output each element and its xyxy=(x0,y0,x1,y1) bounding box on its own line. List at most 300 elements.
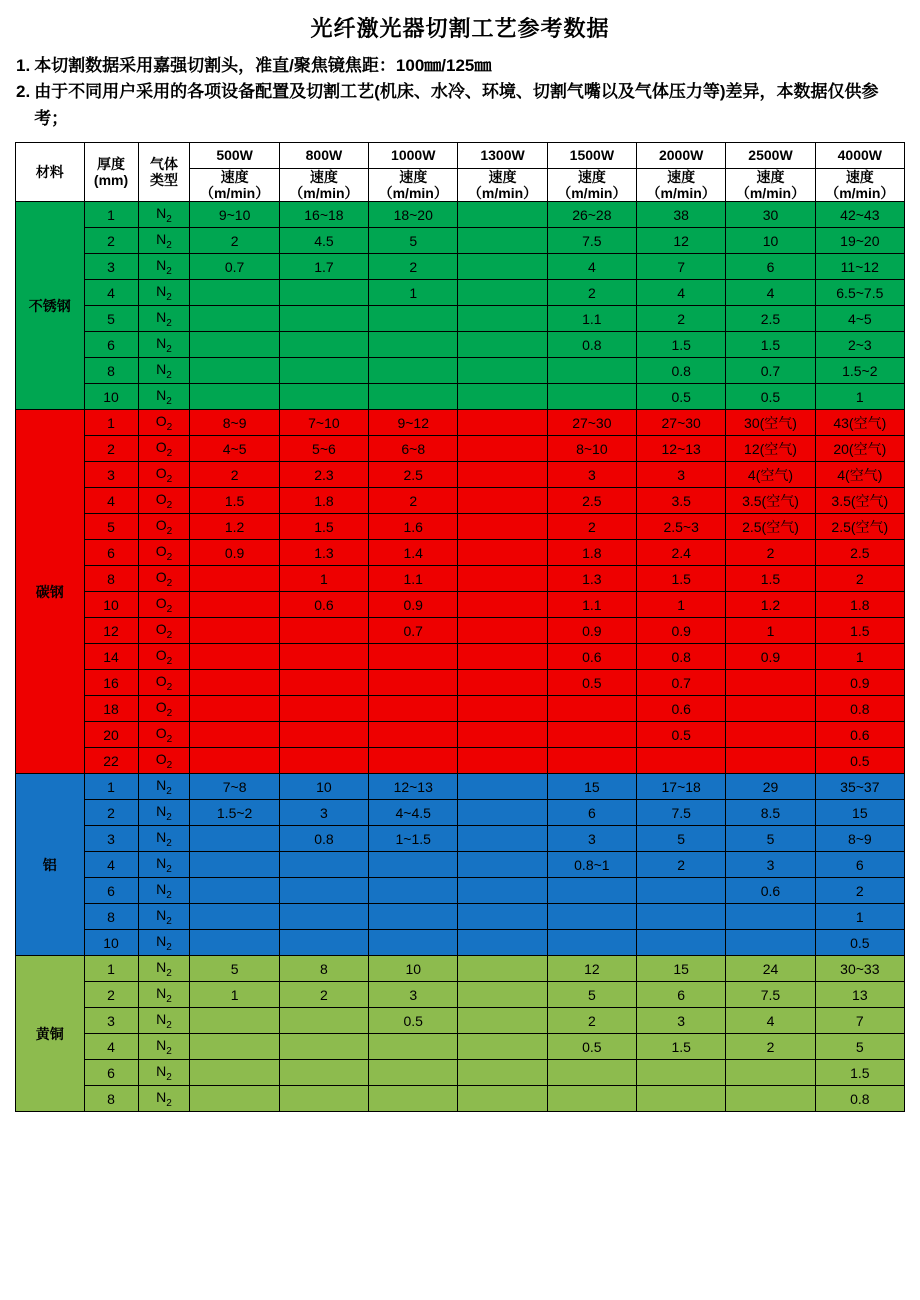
gas-type-cell: $N_2$ xyxy=(138,852,190,878)
page-title: 光纤激光器切割工艺参考数据 xyxy=(310,16,610,41)
speed-cell xyxy=(637,1086,726,1112)
speed-cell: 1.5 xyxy=(637,566,726,592)
gas-type-cell: $N_2$ xyxy=(138,800,190,826)
table-row xyxy=(16,462,905,488)
speed-cell: 4 xyxy=(547,254,636,280)
speed-cell xyxy=(279,930,368,956)
speed-cell xyxy=(369,1034,458,1060)
thickness-cell: 6 xyxy=(84,1060,138,1086)
speed-cell: 7.5 xyxy=(637,800,726,826)
header-power-1300w: 1300W xyxy=(458,143,547,169)
note-number: 2. xyxy=(16,82,31,102)
gas-type-cell: $O_2$ xyxy=(138,722,190,748)
header-speed-2500w: 速度 （m/min） xyxy=(726,169,815,202)
gas-type-cell: $O_2$ xyxy=(138,696,190,722)
thickness-cell: 5 xyxy=(84,514,138,540)
gas-type-cell: $N_2$ xyxy=(138,826,190,852)
speed-cell xyxy=(458,982,547,1008)
thickness-cell: 4 xyxy=(84,280,138,306)
speed-cell xyxy=(547,722,636,748)
thickness-cell: 4 xyxy=(84,488,138,514)
thickness-cell: 1 xyxy=(84,410,138,436)
speed-cell xyxy=(279,1086,368,1112)
gas-type-cell: $O_2$ xyxy=(138,644,190,670)
speed-cell: 0.5 xyxy=(815,748,904,774)
speed-cell: 0.7 xyxy=(369,618,458,644)
gas-type-cell: $N_2$ xyxy=(138,904,190,930)
speed-cell: 0.6 xyxy=(815,722,904,748)
gas-type-cell: $N_2$ xyxy=(138,982,190,1008)
speed-cell: 30(空气) xyxy=(726,410,815,436)
speed-cell: 0.5 xyxy=(369,1008,458,1034)
speed-cell: 5 xyxy=(637,826,726,852)
speed-cell xyxy=(190,566,279,592)
table-row xyxy=(16,670,905,696)
table-row xyxy=(16,592,905,618)
speed-cell: 2.5~3 xyxy=(637,514,726,540)
speed-cell: 38 xyxy=(637,202,726,228)
speed-cell: 3.5(空气) xyxy=(815,488,904,514)
gas-type-cell: $O_2$ xyxy=(138,410,190,436)
speed-cell xyxy=(369,644,458,670)
speed-cell xyxy=(190,904,279,930)
speed-cell: 6~8 xyxy=(369,436,458,462)
speed-cell: 0.8 xyxy=(815,1086,904,1112)
speed-cell xyxy=(458,930,547,956)
speed-cell: 2 xyxy=(637,852,726,878)
speed-cell: 12 xyxy=(547,956,636,982)
speed-cell xyxy=(458,722,547,748)
speed-cell: 24 xyxy=(726,956,815,982)
speed-cell xyxy=(458,540,547,566)
speed-cell: 0.9 xyxy=(726,644,815,670)
speed-cell: 35~37 xyxy=(815,774,904,800)
thickness-cell: 6 xyxy=(84,540,138,566)
speed-cell: 1.7 xyxy=(279,254,368,280)
material-cell: 铝 xyxy=(16,774,85,956)
table-row xyxy=(16,488,905,514)
speed-cell xyxy=(369,722,458,748)
table-row xyxy=(16,904,905,930)
speed-cell: 1.2 xyxy=(726,592,815,618)
cutting-parameters-table xyxy=(15,142,905,1112)
speed-cell: 27~30 xyxy=(637,410,726,436)
speed-cell xyxy=(369,930,458,956)
header-power-2500w: 2500W xyxy=(726,143,815,169)
gas-type-cell: $O_2$ xyxy=(138,540,190,566)
table-header xyxy=(16,143,905,202)
header-power-2000w: 2000W xyxy=(637,143,726,169)
table-row xyxy=(16,878,905,904)
speed-cell: 4(空气) xyxy=(726,462,815,488)
speed-cell: 2 xyxy=(190,228,279,254)
thickness-cell: 1 xyxy=(84,774,138,800)
speed-cell: 3 xyxy=(279,800,368,826)
speed-cell: 30~33 xyxy=(815,956,904,982)
header-speed-1500w: 速度 （m/min） xyxy=(547,169,636,202)
speed-cell: 1.4 xyxy=(369,540,458,566)
speed-cell xyxy=(458,1008,547,1034)
speed-cell: 4(空气) xyxy=(815,462,904,488)
speed-cell xyxy=(279,1060,368,1086)
speed-cell xyxy=(547,930,636,956)
speed-cell xyxy=(637,748,726,774)
speed-cell xyxy=(279,306,368,332)
speed-cell: 4~5 xyxy=(815,306,904,332)
speed-cell: 5 xyxy=(815,1034,904,1060)
speed-cell xyxy=(458,878,547,904)
speed-cell xyxy=(458,514,547,540)
speed-cell: 0.8~1 xyxy=(547,852,636,878)
gas-type-cell: $N_2$ xyxy=(138,956,190,982)
table-row xyxy=(16,1034,905,1060)
speed-cell: 0.9 xyxy=(815,670,904,696)
thickness-cell: 3 xyxy=(84,462,138,488)
speed-cell xyxy=(369,670,458,696)
header-power-800w: 800W xyxy=(279,143,368,169)
speed-cell: 0.9 xyxy=(637,618,726,644)
speed-cell: 3 xyxy=(637,1008,726,1034)
speed-cell: 2 xyxy=(369,488,458,514)
speed-cell: 7 xyxy=(815,1008,904,1034)
speed-cell: 5 xyxy=(547,982,636,1008)
speed-cell xyxy=(458,644,547,670)
speed-cell: 0.6 xyxy=(726,878,815,904)
gas-type-cell: $O_2$ xyxy=(138,592,190,618)
speed-cell xyxy=(458,670,547,696)
speed-cell xyxy=(458,800,547,826)
speed-cell: 7~8 xyxy=(190,774,279,800)
speed-cell: 15 xyxy=(815,800,904,826)
speed-cell xyxy=(190,722,279,748)
table-row xyxy=(16,332,905,358)
speed-cell: 1.8 xyxy=(547,540,636,566)
table-body xyxy=(16,202,905,1112)
speed-cell: 4.5 xyxy=(279,228,368,254)
table-row xyxy=(16,1086,905,1112)
speed-cell: 2 xyxy=(547,1008,636,1034)
speed-cell xyxy=(458,748,547,774)
speed-cell: 0.5 xyxy=(547,1034,636,1060)
speed-cell xyxy=(458,618,547,644)
speed-cell xyxy=(458,904,547,930)
speed-cell xyxy=(458,1034,547,1060)
table-row xyxy=(16,956,905,982)
thickness-cell: 20 xyxy=(84,722,138,748)
header-speed-800w: 速度 （m/min） xyxy=(279,169,368,202)
speed-cell xyxy=(726,696,815,722)
speed-cell xyxy=(547,748,636,774)
speed-cell xyxy=(458,306,547,332)
thickness-cell: 3 xyxy=(84,1008,138,1034)
speed-cell: 1 xyxy=(190,982,279,1008)
header-thickness xyxy=(84,143,138,202)
speed-cell xyxy=(547,1060,636,1086)
speed-cell xyxy=(458,462,547,488)
header-power-1000w: 1000W xyxy=(369,143,458,169)
speed-cell xyxy=(458,1060,547,1086)
thickness-cell: 2 xyxy=(84,982,138,1008)
speed-cell: 7 xyxy=(637,254,726,280)
speed-cell: 0.5 xyxy=(815,930,904,956)
header-thickness-line1: 厚度 xyxy=(97,156,126,173)
gas-type-cell: $O_2$ xyxy=(138,488,190,514)
speed-cell: 3 xyxy=(547,462,636,488)
table-row xyxy=(16,254,905,280)
thickness-cell: 6 xyxy=(84,332,138,358)
speed-cell: 30 xyxy=(726,202,815,228)
speed-cell xyxy=(369,306,458,332)
speed-cell: 0.5 xyxy=(726,384,815,410)
speed-cell xyxy=(458,956,547,982)
speed-cell xyxy=(279,1008,368,1034)
speed-cell xyxy=(458,332,547,358)
speed-cell xyxy=(458,592,547,618)
speed-cell: 0.9 xyxy=(369,592,458,618)
speed-cell: 12~13 xyxy=(369,774,458,800)
table-row xyxy=(16,826,905,852)
speed-cell xyxy=(190,280,279,306)
table-row xyxy=(16,618,905,644)
speed-cell xyxy=(190,748,279,774)
gas-type-cell: $O_2$ xyxy=(138,514,190,540)
thickness-cell: 12 xyxy=(84,618,138,644)
speed-cell xyxy=(369,1086,458,1112)
speed-cell: 1 xyxy=(279,566,368,592)
speed-cell: 1 xyxy=(815,644,904,670)
note-text: 由于不同用户采用的各项设备配置及切割工艺(机床、水冷、环境、切割气嘴以及气体压力等)差异，本数据仅供参考； xyxy=(34,82,879,128)
speed-cell: 26~28 xyxy=(547,202,636,228)
speed-cell: 5 xyxy=(190,956,279,982)
speed-cell xyxy=(458,826,547,852)
speed-cell: 1.5 xyxy=(637,1034,726,1060)
speed-cell: 2 xyxy=(726,1034,815,1060)
table-row xyxy=(16,696,905,722)
speed-cell: 1 xyxy=(815,904,904,930)
speed-cell xyxy=(547,358,636,384)
speed-cell xyxy=(726,1086,815,1112)
speed-cell: 1 xyxy=(637,592,726,618)
thickness-cell: 3 xyxy=(84,826,138,852)
speed-cell: 12 xyxy=(637,228,726,254)
speed-cell xyxy=(458,358,547,384)
table-row xyxy=(16,540,905,566)
speed-cell: 0.6 xyxy=(547,644,636,670)
speed-cell: 8~10 xyxy=(547,436,636,462)
speed-cell xyxy=(369,1060,458,1086)
header-gas-type xyxy=(138,143,190,202)
speed-cell: 1.5 xyxy=(815,1060,904,1086)
speed-cell: 10 xyxy=(726,228,815,254)
speed-cell xyxy=(190,358,279,384)
speed-cell: 3 xyxy=(637,462,726,488)
speed-cell xyxy=(637,904,726,930)
speed-cell: 1.6 xyxy=(369,514,458,540)
speed-cell xyxy=(458,384,547,410)
speed-cell: 1.3 xyxy=(547,566,636,592)
speed-cell xyxy=(369,904,458,930)
speed-cell xyxy=(279,878,368,904)
speed-cell xyxy=(637,930,726,956)
speed-cell: 2.5 xyxy=(547,488,636,514)
gas-type-cell: $N_2$ xyxy=(138,1008,190,1034)
gas-type-cell: $N_2$ xyxy=(138,384,190,410)
thickness-cell: 2 xyxy=(84,800,138,826)
speed-cell xyxy=(190,696,279,722)
table-row xyxy=(16,722,905,748)
speed-cell xyxy=(458,852,547,878)
speed-cell: 18~20 xyxy=(369,202,458,228)
speed-cell xyxy=(190,670,279,696)
thickness-cell: 1 xyxy=(84,202,138,228)
speed-cell: 0.9 xyxy=(190,540,279,566)
speed-cell: 3.5(空气) xyxy=(726,488,815,514)
speed-cell xyxy=(369,748,458,774)
speed-cell xyxy=(369,332,458,358)
speed-cell: 0.5 xyxy=(547,670,636,696)
speed-cell: 16~18 xyxy=(279,202,368,228)
thickness-cell: 3 xyxy=(84,254,138,280)
speed-cell xyxy=(547,878,636,904)
speed-cell xyxy=(726,1060,815,1086)
speed-cell xyxy=(279,644,368,670)
table-row xyxy=(16,644,905,670)
speed-cell xyxy=(190,1008,279,1034)
speed-cell: 7.5 xyxy=(547,228,636,254)
speed-cell xyxy=(279,358,368,384)
speed-cell: 1.1 xyxy=(547,592,636,618)
speed-cell xyxy=(458,696,547,722)
speed-cell: 0.8 xyxy=(279,826,368,852)
table-row xyxy=(16,410,905,436)
thickness-cell: 2 xyxy=(84,228,138,254)
speed-cell: 20(空气) xyxy=(815,436,904,462)
speed-cell: 2.4 xyxy=(637,540,726,566)
gas-type-cell: $N_2$ xyxy=(138,306,190,332)
speed-cell: 42~43 xyxy=(815,202,904,228)
gas-type-cell: $O_2$ xyxy=(138,748,190,774)
speed-cell: 2.5 xyxy=(815,540,904,566)
speed-cell: 4~4.5 xyxy=(369,800,458,826)
table-row xyxy=(16,566,905,592)
header-speed-2000w: 速度 （m/min） xyxy=(637,169,726,202)
speed-cell xyxy=(547,696,636,722)
speed-cell: 1.5 xyxy=(726,332,815,358)
thickness-cell: 6 xyxy=(84,878,138,904)
gas-type-cell: $N_2$ xyxy=(138,1034,190,1060)
gas-type-cell: $N_2$ xyxy=(138,1086,190,1112)
gas-type-cell: $N_2$ xyxy=(138,280,190,306)
header-material: 材料 xyxy=(16,143,85,202)
speed-cell: 12(空气) xyxy=(726,436,815,462)
speed-cell: 19~20 xyxy=(815,228,904,254)
speed-cell xyxy=(547,1086,636,1112)
speed-cell xyxy=(190,592,279,618)
speed-cell xyxy=(726,748,815,774)
header-speed-500w: 速度 （m/min） xyxy=(190,169,279,202)
gas-type-cell: $O_2$ xyxy=(138,618,190,644)
speed-cell xyxy=(637,1060,726,1086)
gas-type-cell: $N_2$ xyxy=(138,358,190,384)
speed-cell: 10 xyxy=(369,956,458,982)
thickness-cell: 2 xyxy=(84,436,138,462)
speed-cell: 9~12 xyxy=(369,410,458,436)
speed-cell xyxy=(369,852,458,878)
header-gas-line2: 类型 xyxy=(149,172,178,189)
table-row xyxy=(16,800,905,826)
speed-cell: 3.5 xyxy=(637,488,726,514)
thickness-cell: 16 xyxy=(84,670,138,696)
speed-cell xyxy=(458,410,547,436)
speed-cell: 1.5 xyxy=(815,618,904,644)
speed-cell xyxy=(458,254,547,280)
speed-cell: 4 xyxy=(637,280,726,306)
header-power-1500w: 1500W xyxy=(547,143,636,169)
speed-cell: 1.8 xyxy=(279,488,368,514)
gas-type-cell: $N_2$ xyxy=(138,228,190,254)
speed-cell: 8~9 xyxy=(815,826,904,852)
gas-type-cell: $N_2$ xyxy=(138,878,190,904)
speed-cell: 2~3 xyxy=(815,332,904,358)
table-row xyxy=(16,852,905,878)
speed-cell xyxy=(279,280,368,306)
table-row xyxy=(16,930,905,956)
speed-cell: 1.2 xyxy=(190,514,279,540)
speed-cell xyxy=(279,670,368,696)
speed-cell xyxy=(279,696,368,722)
speed-cell xyxy=(190,306,279,332)
speed-cell: 0.5 xyxy=(637,384,726,410)
gas-type-cell: $N_2$ xyxy=(138,254,190,280)
header-speed-1300w: 速度 （m/min） xyxy=(458,169,547,202)
speed-cell xyxy=(279,618,368,644)
table-row xyxy=(16,1060,905,1086)
speed-cell: 2.5(空气) xyxy=(815,514,904,540)
speed-cell: 0.8 xyxy=(637,644,726,670)
speed-cell: 0.7 xyxy=(726,358,815,384)
speed-cell xyxy=(458,228,547,254)
speed-cell xyxy=(637,878,726,904)
speed-cell: 1.5 xyxy=(190,488,279,514)
speed-cell: 1.5~2 xyxy=(815,358,904,384)
speed-cell: 1.5 xyxy=(726,566,815,592)
speed-cell: 6.5~7.5 xyxy=(815,280,904,306)
speed-cell: 6 xyxy=(547,800,636,826)
speed-cell xyxy=(726,722,815,748)
speed-cell xyxy=(190,384,279,410)
note-number: 1. xyxy=(16,56,31,75)
speed-cell xyxy=(369,358,458,384)
speed-cell xyxy=(190,644,279,670)
thickness-cell: 8 xyxy=(84,904,138,930)
speed-cell xyxy=(190,1060,279,1086)
speed-cell: 2 xyxy=(815,566,904,592)
thickness-cell: 1 xyxy=(84,956,138,982)
thickness-cell: 4 xyxy=(84,852,138,878)
table-row xyxy=(16,982,905,1008)
speed-cell xyxy=(369,878,458,904)
material-cell: 不锈钢 xyxy=(16,202,85,410)
speed-cell: 0.5 xyxy=(637,722,726,748)
speed-cell: 8~9 xyxy=(190,410,279,436)
speed-cell: 1.3 xyxy=(279,540,368,566)
speed-cell: 2.5 xyxy=(726,306,815,332)
table-row xyxy=(16,436,905,462)
speed-cell xyxy=(726,904,815,930)
speed-cell: 2 xyxy=(547,280,636,306)
table-row xyxy=(16,748,905,774)
speed-cell: 17~18 xyxy=(637,774,726,800)
